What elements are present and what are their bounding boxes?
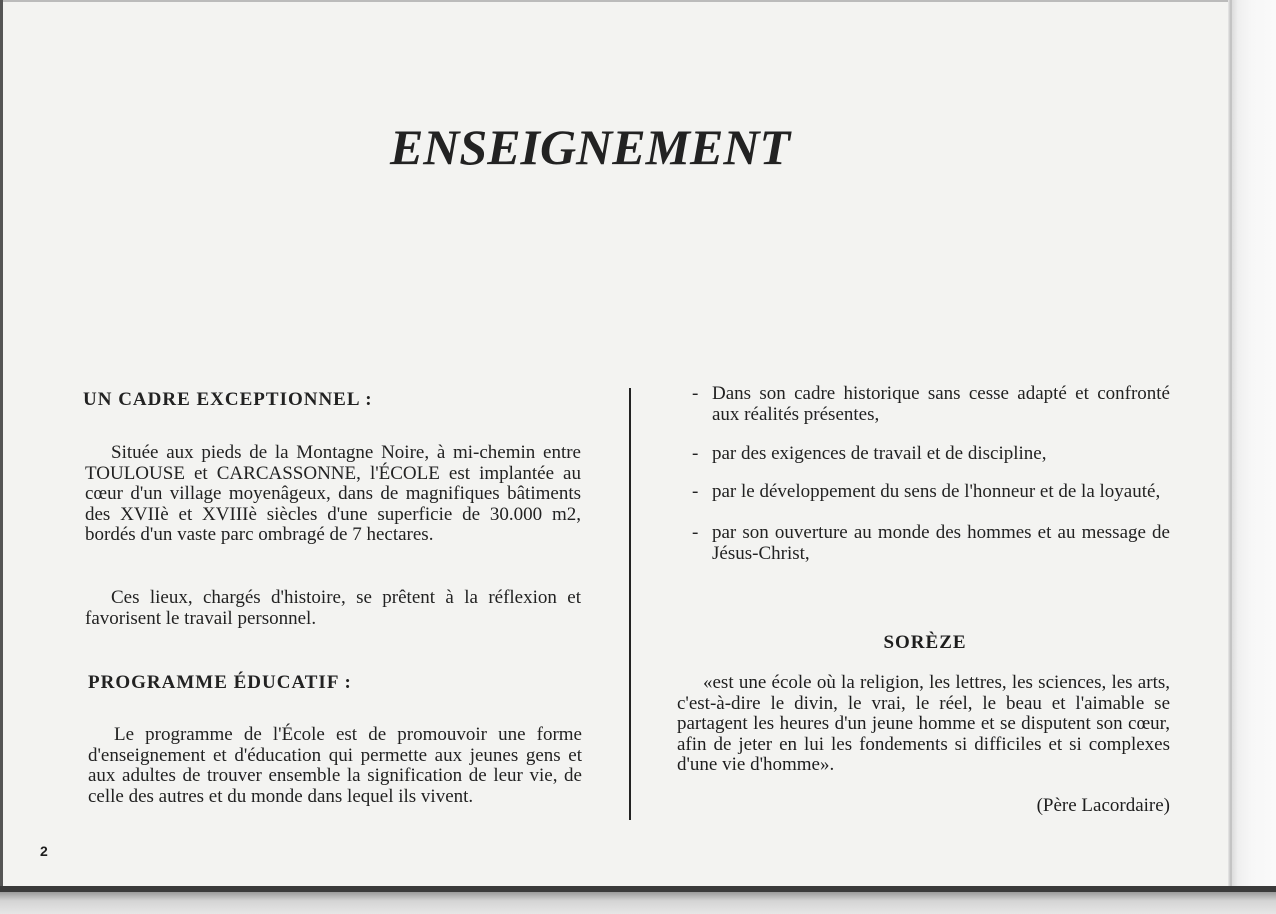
- scan-background: [0, 892, 1276, 914]
- dash-marker: -: [692, 443, 699, 464]
- paragraph-cadre-1: Située aux pieds de la Montagne Noire, à mi-chemin entre TOULOUSE et CARCASSONNE, l'ÉCOLE est implantée au cœur d'un village moyenâgeux, dans de magnifiques bâtiments des XVIIè et XVIIIè siècles d'une superficie de 30.000 m2, bordés d'un vaste parc ombragé de 7 hectares.: [85, 442, 581, 546]
- list-item: [692, 481, 1170, 502]
- list-item-text: par des exigences de travail et de discipline,: [712, 443, 1047, 464]
- quote-author: (Père Lacordaire): [1036, 795, 1170, 816]
- values-list: [692, 383, 1170, 584]
- list-item-text: Dans son cadre historique sans cesse adapté et confronté aux réalités présentes,: [712, 383, 1170, 425]
- list-item-text: par son ouverture au monde des hommes et au message de Jésus-Christ,: [712, 522, 1170, 564]
- dash-marker: -: [692, 383, 699, 404]
- list-item-text: par le développement du sens de l'honneur et de la loyauté,: [712, 481, 1161, 502]
- page-top-edge: [0, 0, 1276, 2]
- section-heading-cadre: UN CADRE EXCEPTIONNEL :: [83, 389, 373, 410]
- quote-heading: SORÈZE: [883, 632, 967, 653]
- dash-marker: -: [692, 522, 699, 543]
- list-item: [692, 443, 1170, 464]
- page-number: 2: [40, 843, 48, 859]
- section-heading-programme: PROGRAMME ÉDUCATIF :: [88, 672, 352, 693]
- paragraph-cadre-2: Ces lieux, chargés d'histoire, se prêtent à la réflexion et favorisent le travail personnel.: [85, 587, 581, 629]
- list-item: [692, 522, 1170, 564]
- page-title: ENSEIGNEMENT: [389, 119, 791, 175]
- column-divider: [629, 388, 631, 820]
- lacordaire-quote: «est une école où la religion, les lettres, les sciences, les arts, c'est-à-dire le divin, le vrai, le réel, le beau et l'aimable se partagent les heures d'un jeune homme et se disputent son cœur, afin de jeter en lui les fondements si difficiles et si complexes d'une vie d'homme».: [677, 672, 1170, 776]
- list-item: [692, 383, 1170, 425]
- dash-marker: -: [692, 481, 699, 502]
- facing-page-edge: [1232, 0, 1276, 888]
- paragraph-programme: Le programme de l'École est de promouvoir une forme d'enseignement et d'éducation qui permette aux jeunes gens et aux adultes de trouver ensemble la signification de leur vie, de celle des autres et du monde dans lequel ils vivent.: [88, 724, 582, 807]
